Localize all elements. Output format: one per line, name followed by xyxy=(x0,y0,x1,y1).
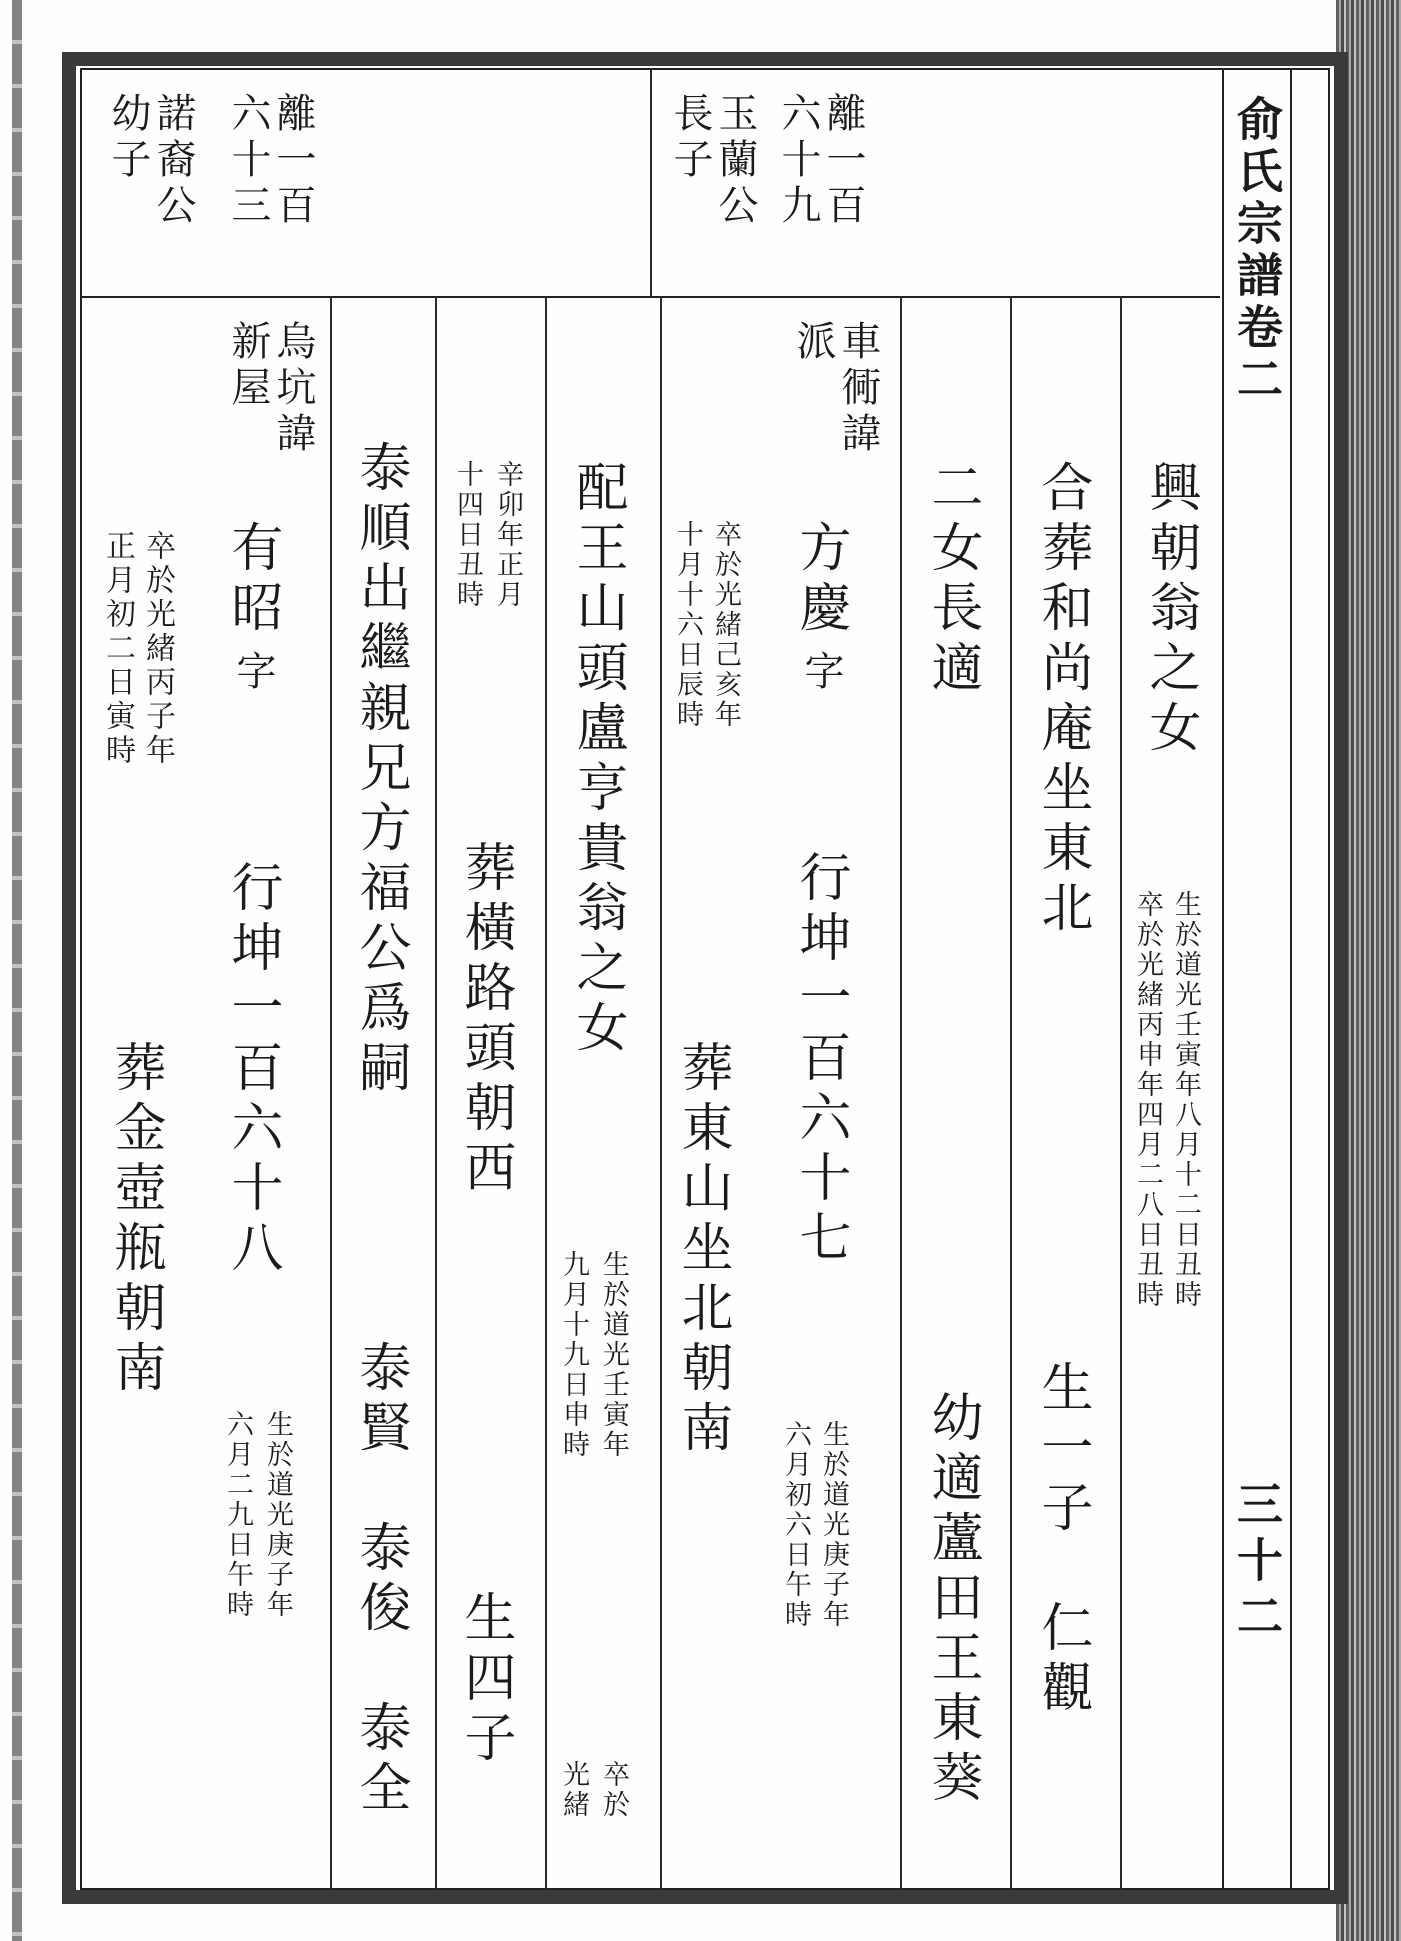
entry-note-line: 生於道光壬寅年 xyxy=(598,1250,629,1460)
entry-note-line: 生於道光庚子年 xyxy=(262,1410,293,1620)
entry-head-line: 新屋 xyxy=(225,320,271,412)
margin-rule-left xyxy=(1222,68,1224,1890)
entry-note-line: 卒於光緒丙申年四月二八日丑時 xyxy=(1132,890,1163,1310)
entry-main-text: 泰順出繼親兄方福公爲嗣 xyxy=(350,440,410,1100)
entry-main-text: 葬橫路頭朝西 xyxy=(455,840,515,1200)
column-rule xyxy=(900,296,902,1890)
entry-head-line: 卒於光緒丙子年 xyxy=(140,530,175,768)
margin-book-title xyxy=(1232,95,1282,407)
entry-head-line: 十四日丑時 xyxy=(452,460,483,610)
column-rule xyxy=(330,296,332,1890)
entry-main-text: 興朝翁之女 xyxy=(1140,460,1200,760)
band-generation: 離一百 xyxy=(820,92,866,230)
entry-tail-text: 幼適蘆田王東葵 xyxy=(922,1390,982,1810)
scan-left-edge xyxy=(12,0,22,1941)
top-band-divider xyxy=(80,296,1220,298)
entry-note-line: 九月十九日申時 xyxy=(558,1250,589,1460)
entry-main-text: 葬金壺瓶朝南 xyxy=(105,1040,165,1400)
band-relation: 長子 xyxy=(667,92,713,184)
entry-head-line: 辛卯年正月 xyxy=(492,460,523,610)
entry-style-marker: 字 xyxy=(230,650,276,696)
entry-style-marker: 字 xyxy=(798,650,844,696)
column-rule xyxy=(660,296,662,1890)
band-father: 諾裔公 xyxy=(150,92,196,230)
entry-head-line: 卒於光緒己亥年 xyxy=(710,520,741,730)
entry-personal-name: 有昭 xyxy=(222,520,282,640)
entry-rank: 行坤一百六十七 xyxy=(790,850,850,1270)
volume-label: 卷二 xyxy=(1230,303,1284,407)
entry-main-text: 葬東山坐北朝南 xyxy=(672,1040,732,1460)
entry-tail-text: 泰賢 泰俊 泰全 xyxy=(350,1340,410,1820)
entry-head-line: 正月初二日寅時 xyxy=(100,530,135,768)
entry-note-line: 卒於 xyxy=(598,1760,629,1820)
entry-head-line: 烏坑諱 xyxy=(270,320,316,458)
entry-note-line: 光緒 xyxy=(558,1760,589,1820)
entry-note-line: 六月二九日午時 xyxy=(222,1410,253,1620)
band-relation: 幼子 xyxy=(105,92,151,184)
entry-personal-name: 方慶 xyxy=(790,520,850,640)
entry-head-line: 派 xyxy=(790,320,836,366)
column-rule xyxy=(435,296,437,1890)
column-rule xyxy=(1010,296,1012,1890)
margin-rule-right xyxy=(1290,68,1292,1890)
entry-rank: 行坤一百六十八 xyxy=(222,860,282,1280)
entry-tail-text: 生一子 仁觀 xyxy=(1032,1360,1092,1720)
entry-main-text: 配王山頭盧亨貴翁之女 xyxy=(567,460,627,1060)
top-band-rule xyxy=(650,68,652,296)
band-father: 玉蘭公 xyxy=(712,92,758,230)
band-generation: 離一百 xyxy=(270,92,316,230)
entry-main-text: 合葬和尚庵坐東北 xyxy=(1032,460,1092,940)
column-rule xyxy=(1120,296,1122,1890)
entry-main-text: 二女長適 xyxy=(922,460,982,700)
book-title: 俞氏宗譜 xyxy=(1230,95,1284,303)
column-rule xyxy=(545,296,547,1890)
entry-note-line: 六月初六日午時 xyxy=(780,1420,811,1630)
entry-note-line: 生於道光庚子年 xyxy=(818,1420,849,1630)
entry-head-line: 車衕諱 xyxy=(835,320,881,458)
entry-note-line: 生於道光壬寅年八月十二日丑時 xyxy=(1170,890,1201,1310)
entry-head-line: 十月十六日辰時 xyxy=(672,520,703,730)
band-rank: 六十九 xyxy=(775,92,821,230)
margin-page-number: 三十二 xyxy=(1230,1480,1284,1648)
entry-tail-text: 生四子 xyxy=(455,1590,515,1770)
band-rank: 六十三 xyxy=(225,92,271,230)
